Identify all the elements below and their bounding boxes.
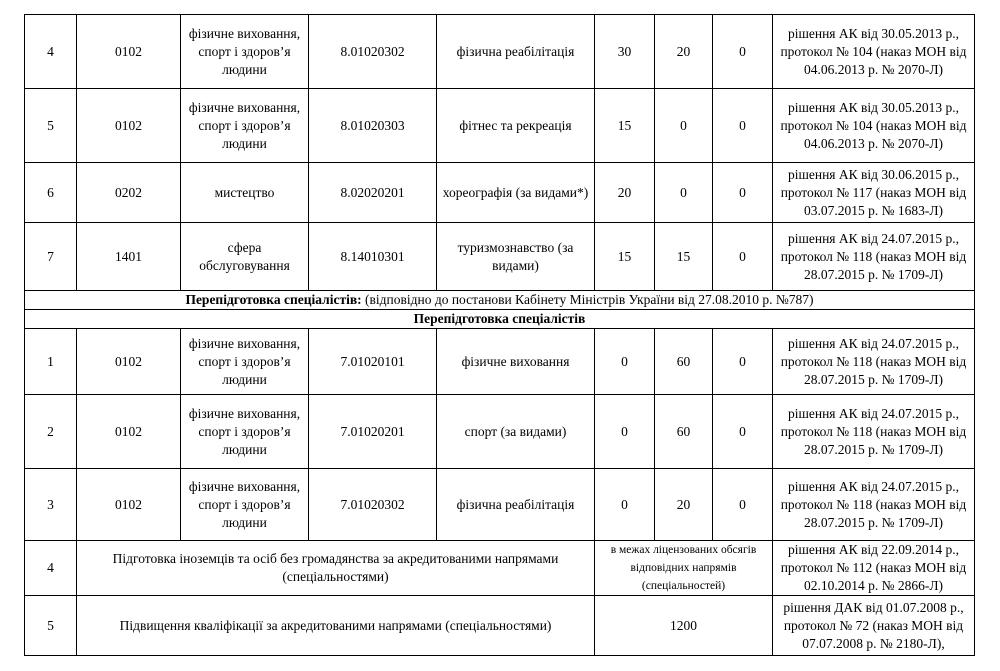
volume-c: 0: [713, 15, 773, 89]
volume-a: 20: [595, 163, 655, 223]
volume-b: 0: [655, 163, 713, 223]
volume-a: 15: [595, 89, 655, 163]
area-name: фізичне виховання, спорт і здоров’я людини: [181, 469, 309, 541]
area-name: фізичне виховання, спорт і здоров’я людини: [181, 395, 309, 469]
decision: рішення АК від 24.07.2015 р., протокол № 118 (наказ МОН від 28.07.2015 р. № 1709-Л): [773, 395, 975, 469]
row-number: 4: [25, 15, 77, 89]
volume-a: 0: [595, 329, 655, 395]
area-name: фізичне виховання, спорт і здоров’я людини: [181, 329, 309, 395]
volume-a: 0: [595, 395, 655, 469]
area-code: 0102: [77, 469, 181, 541]
volume-c: 0: [713, 223, 773, 291]
specialty-name: спорт (за видами): [437, 395, 595, 469]
section-heading-bold: Перепідготовка спеціалістів:: [185, 292, 362, 307]
row-number: 7: [25, 223, 77, 291]
volume-b: 0: [655, 89, 713, 163]
decision: рішення АК від 24.07.2015 р., протокол № 118 (наказ МОН від 28.07.2015 р. № 1709-Л): [773, 469, 975, 541]
decision: рішення АК від 24.07.2015 р., протокол № 118 (наказ МОН від 28.07.2015 р. № 1709-Л): [773, 223, 975, 291]
row-number: 6: [25, 163, 77, 223]
volume-c: 0: [713, 89, 773, 163]
volume-c: 0: [713, 395, 773, 469]
volume-note: в межах ліцензованих обсягів відповідних напрямів (спеціальностей): [595, 541, 773, 596]
decision: рішення АК від 24.07.2015 р., протокол № 118 (наказ МОН від 28.07.2015 р. № 1709-Л): [773, 329, 975, 395]
volume-b: 20: [655, 15, 713, 89]
specialty-name: туризмознавство (за видами): [437, 223, 595, 291]
row-number: 5: [25, 596, 77, 656]
row-number: 2: [25, 395, 77, 469]
volume-value: 1200: [595, 596, 773, 656]
volume-a: 0: [595, 469, 655, 541]
specialty-name: фізична реабілітація: [437, 15, 595, 89]
specialty-code: 7.01020101: [309, 329, 437, 395]
specialty-name: фізичне виховання: [437, 329, 595, 395]
specialty-code: 8.02020201: [309, 163, 437, 223]
volume-b: 20: [655, 469, 713, 541]
row-number: 3: [25, 469, 77, 541]
program-description: Підготовка іноземців та осіб без громадянства за акредитованими напрямами (спеціальностями): [77, 541, 595, 596]
area-name: фізичне виховання, спорт і здоров’я людини: [181, 89, 309, 163]
volume-b: 15: [655, 223, 713, 291]
table-row: [25, 223, 975, 291]
table-row: [25, 395, 975, 469]
row-number: 1: [25, 329, 77, 395]
table-row: [25, 15, 975, 89]
volume-c: 0: [713, 469, 773, 541]
row-number: 4: [25, 541, 77, 596]
specialty-name: хореографія (за видами*): [437, 163, 595, 223]
area-code: 0202: [77, 163, 181, 223]
decision: рішення АК від 30.05.2013 р., протокол № 104 (наказ МОН від 04.06.2013 р. № 2070-Л): [773, 89, 975, 163]
volume-b: 60: [655, 395, 713, 469]
volume-a: 15: [595, 223, 655, 291]
table-row: [25, 89, 975, 163]
area-code: 0102: [77, 89, 181, 163]
table-row: [25, 541, 975, 596]
decision: рішення АК від 30.06.2015 р., протокол № 117 (наказ МОН від 03.07.2015 р. № 1683-Л): [773, 163, 975, 223]
table-row: [25, 329, 975, 395]
area-code: 1401: [77, 223, 181, 291]
area-code: 0102: [77, 395, 181, 469]
section-heading: [25, 291, 975, 310]
section-header-row: [25, 310, 975, 329]
table-row: [25, 469, 975, 541]
specialty-name: фізична реабілітація: [437, 469, 595, 541]
licensing-table: [24, 14, 975, 656]
volume-c: 0: [713, 163, 773, 223]
volume-b: 60: [655, 329, 713, 395]
table-row: [25, 596, 975, 656]
area-name: мистецтво: [181, 163, 309, 223]
volume-c: 0: [713, 329, 773, 395]
program-description: Підвищення кваліфікації за акредитованими напрямами (спеціальностями): [77, 596, 595, 656]
decision: рішення ДАК від 01.07.2008 р., протокол № 72 (наказ МОН від 07.07.2008 р. № 2180-Л),: [773, 596, 975, 656]
area-name: фізичне виховання, спорт і здоров’я людини: [181, 15, 309, 89]
specialty-name: фітнес та рекреація: [437, 89, 595, 163]
area-code: 0102: [77, 329, 181, 395]
specialty-code: 8.01020302: [309, 15, 437, 89]
specialty-code: 8.14010301: [309, 223, 437, 291]
volume-a: 30: [595, 15, 655, 89]
row-number: 5: [25, 89, 77, 163]
section-header-row: [25, 291, 975, 310]
specialty-code: 7.01020201: [309, 395, 437, 469]
table-row: [25, 163, 975, 223]
decision: рішення АК від 22.09.2014 р., протокол № 112 (наказ МОН від 02.10.2014 р. № 2866-Л): [773, 541, 975, 596]
section-subheading: Перепідготовка спеціалістів: [25, 310, 975, 329]
specialty-code: 8.01020303: [309, 89, 437, 163]
decision: рішення АК від 30.05.2013 р., протокол № 104 (наказ МОН від 04.06.2013 р. № 2070-Л): [773, 15, 975, 89]
section-heading-note: (відповідно до постанови Кабінету Міністрів України від 27.08.2010 р. №787): [361, 292, 814, 307]
area-name: сфера обслуговування: [181, 223, 309, 291]
area-code: 0102: [77, 15, 181, 89]
specialty-code: 7.01020302: [309, 469, 437, 541]
